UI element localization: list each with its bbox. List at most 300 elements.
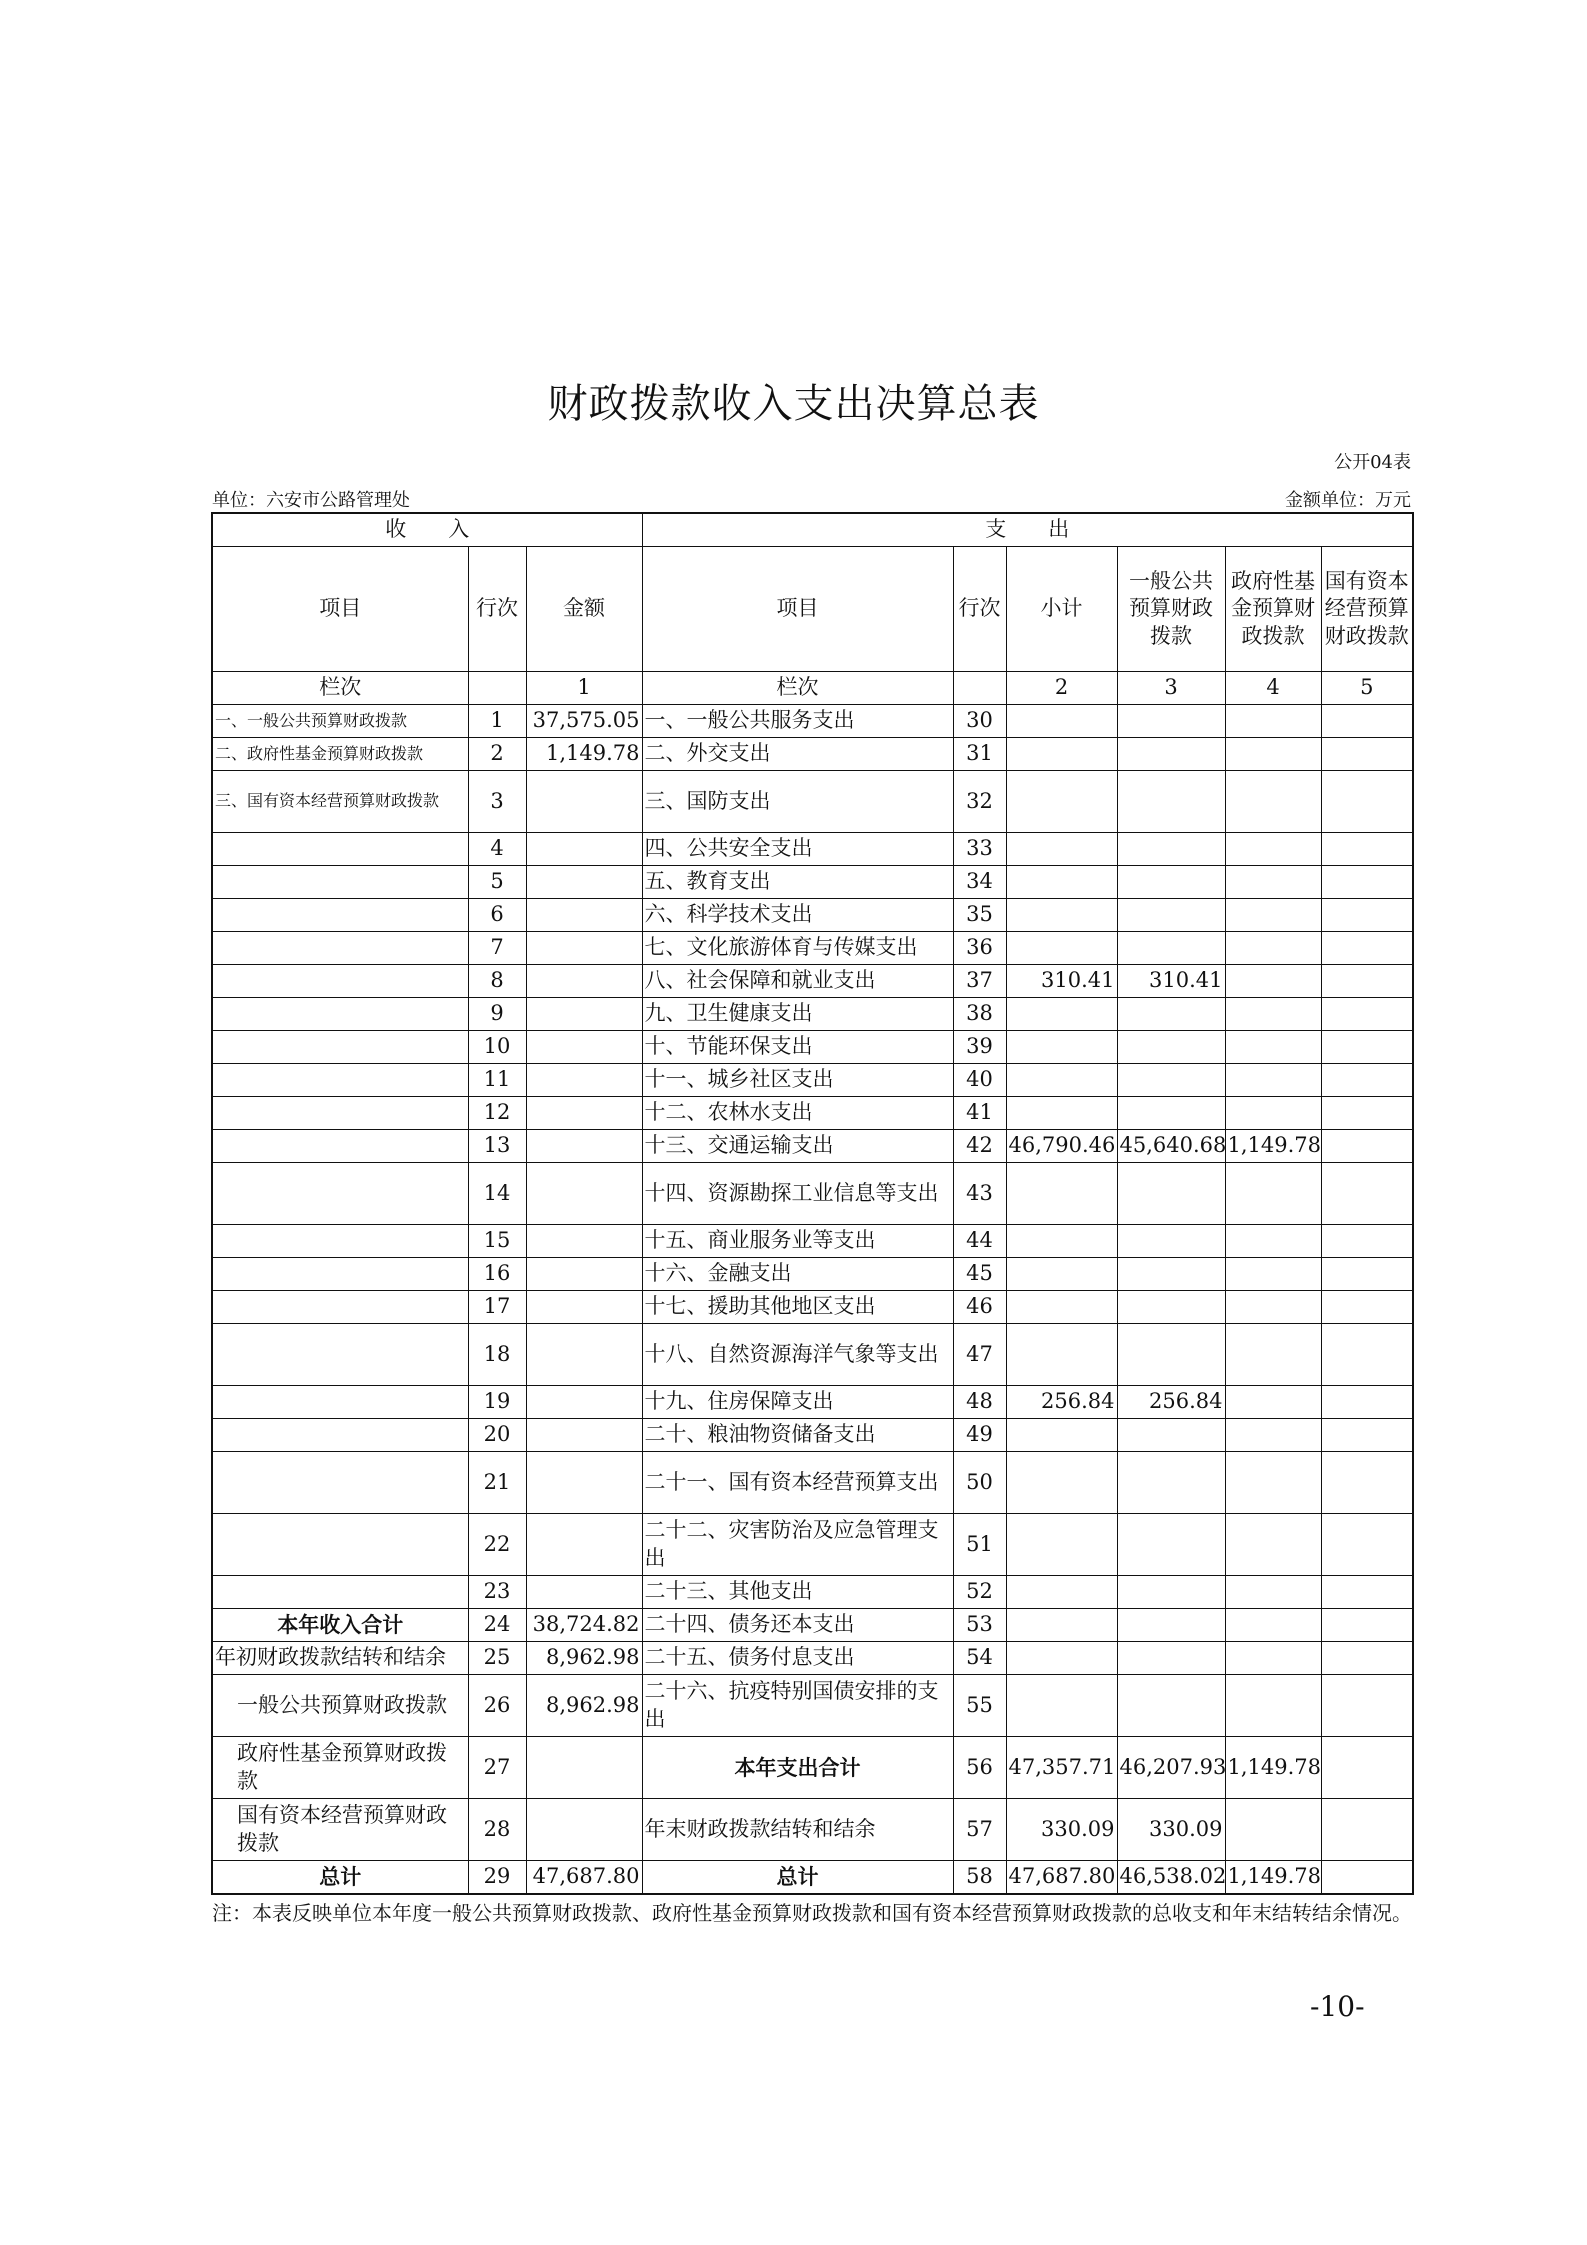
general-budget-amount	[1117, 771, 1225, 833]
income-section-header: 收 入	[212, 513, 642, 547]
col-number: 5	[1321, 672, 1413, 705]
expense-subtotal	[1006, 738, 1117, 771]
table-row	[212, 1642, 1413, 1675]
income-amount	[526, 1737, 642, 1799]
expense-line-no: 35	[953, 899, 1006, 932]
state-capital-amount	[1321, 1031, 1413, 1064]
fund-budget-amount	[1225, 738, 1321, 771]
expense-item: 十七、援助其他地区支出	[642, 1291, 953, 1324]
expense-line-no: 49	[953, 1419, 1006, 1452]
general-budget-amount	[1117, 1291, 1225, 1324]
income-amount	[526, 1576, 642, 1609]
general-budget-amount	[1117, 1642, 1225, 1675]
expense-item: 一、一般公共服务支出	[642, 705, 953, 738]
general-budget-amount	[1117, 1576, 1225, 1609]
expense-item: 二十三、其他支出	[642, 1576, 953, 1609]
income-amount	[526, 1130, 642, 1163]
state-capital-amount	[1321, 833, 1413, 866]
table-row	[212, 1324, 1413, 1386]
table-note: 注：本表反映单位本年度一般公共预算财政拨款、政府性基金预算财政拨款和国有资本经营预算财政拨款的总收支和年末结转结余情况。	[212, 1901, 1412, 1925]
expense-line-no: 34	[953, 866, 1006, 899]
fund-budget-amount	[1225, 1064, 1321, 1097]
expense-line-no: 41	[953, 1097, 1006, 1130]
expense-item: 三、国防支出	[642, 771, 953, 833]
general-budget-amount	[1117, 932, 1225, 965]
income-amount	[526, 1097, 642, 1130]
income-item	[212, 932, 468, 965]
general-budget-amount: 310.41	[1117, 965, 1225, 998]
expense-line-no: 46	[953, 1291, 1006, 1324]
column-header-row	[212, 547, 1413, 672]
col-header: 一般公共预算财政拨款	[1117, 547, 1225, 672]
expense-line-no: 52	[953, 1576, 1006, 1609]
expense-line-no: 33	[953, 833, 1006, 866]
expense-item: 四、公共安全支出	[642, 833, 953, 866]
income-amount: 1,149.78	[526, 738, 642, 771]
expense-item: 十八、自然资源海洋气象等支出	[642, 1324, 953, 1386]
page-title: 财政拨款收入支出决算总表	[547, 381, 1040, 427]
expense-item: 十一、城乡社区支出	[642, 1064, 953, 1097]
section-header-row	[212, 513, 1413, 547]
expense-item: 五、教育支出	[642, 866, 953, 899]
table-row	[212, 965, 1413, 998]
col-header: 小计	[1006, 547, 1117, 672]
expense-subtotal	[1006, 1419, 1117, 1452]
fund-budget-amount	[1225, 965, 1321, 998]
general-budget-amount: 46,538.02	[1117, 1861, 1225, 1895]
expense-subtotal: 47,357.71	[1006, 1737, 1117, 1799]
state-capital-amount	[1321, 771, 1413, 833]
expense-subtotal	[1006, 1642, 1117, 1675]
expense-subtotal	[1006, 1064, 1117, 1097]
col-number: 3	[1117, 672, 1225, 705]
state-capital-amount	[1321, 1642, 1413, 1675]
income-line-no: 17	[468, 1291, 526, 1324]
col-header: 金额	[526, 547, 642, 672]
state-capital-amount	[1321, 1419, 1413, 1452]
income-item	[212, 1163, 468, 1225]
income-item	[212, 998, 468, 1031]
expense-item: 六、科学技术支出	[642, 899, 953, 932]
general-budget-amount	[1117, 1609, 1225, 1642]
expense-subtotal	[1006, 771, 1117, 833]
income-item: 年初财政拨款结转和结余	[212, 1642, 468, 1675]
general-budget-amount: 256.84	[1117, 1386, 1225, 1419]
expense-line-no: 32	[953, 771, 1006, 833]
income-item: 一般公共预算财政拨款	[212, 1675, 468, 1737]
income-item	[212, 965, 468, 998]
expense-subtotal	[1006, 833, 1117, 866]
income-line-no: 14	[468, 1163, 526, 1225]
expense-subtotal	[1006, 1258, 1117, 1291]
fund-budget-amount	[1225, 833, 1321, 866]
expense-item: 二十一、国有资本经营预算支出	[642, 1452, 953, 1514]
fund-budget-amount	[1225, 1258, 1321, 1291]
table-row	[212, 1514, 1413, 1576]
income-item	[212, 1514, 468, 1576]
income-line-no: 3	[468, 771, 526, 833]
amount-unit-label: 金额单位：万元	[1285, 490, 1411, 511]
expense-item: 十二、农林水支出	[642, 1097, 953, 1130]
general-budget-amount: 330.09	[1117, 1799, 1225, 1861]
state-capital-amount	[1321, 899, 1413, 932]
income-line-no: 1	[468, 705, 526, 738]
lanci-label: 栏次	[642, 672, 953, 705]
income-line-no: 9	[468, 998, 526, 1031]
col-number: 2	[1006, 672, 1117, 705]
income-amount	[526, 1514, 642, 1576]
state-capital-amount	[1321, 1737, 1413, 1799]
table-row	[212, 932, 1413, 965]
column-number-row	[212, 672, 1413, 705]
general-budget-amount	[1117, 1452, 1225, 1514]
expense-line-no: 56	[953, 1737, 1006, 1799]
fund-budget-amount	[1225, 998, 1321, 1031]
table-row	[212, 866, 1413, 899]
table-row	[212, 1064, 1413, 1097]
income-line-no: 15	[468, 1225, 526, 1258]
income-line-no: 18	[468, 1324, 526, 1386]
fund-budget-amount	[1225, 1799, 1321, 1861]
income-item	[212, 1419, 468, 1452]
expense-line-no: 37	[953, 965, 1006, 998]
fund-budget-amount	[1225, 1163, 1321, 1225]
expense-item: 总计	[642, 1861, 953, 1895]
general-budget-amount: 45,640.68	[1117, 1130, 1225, 1163]
expense-subtotal	[1006, 1514, 1117, 1576]
table-row	[212, 1609, 1413, 1642]
fund-budget-amount	[1225, 1452, 1321, 1514]
income-item: 本年收入合计	[212, 1609, 468, 1642]
expense-item: 九、卫生健康支出	[642, 998, 953, 1031]
expense-item: 二十、粮油物资储备支出	[642, 1419, 953, 1452]
fund-budget-amount	[1225, 1031, 1321, 1064]
col-header: 行次	[468, 547, 526, 672]
form-number: 公开04表	[1334, 452, 1411, 473]
expense-item: 二十四、债务还本支出	[642, 1609, 953, 1642]
state-capital-amount	[1321, 1324, 1413, 1386]
expense-line-no: 48	[953, 1386, 1006, 1419]
table-row	[212, 1097, 1413, 1130]
income-amount	[526, 1324, 642, 1386]
general-budget-amount	[1117, 1225, 1225, 1258]
expense-subtotal: 330.09	[1006, 1799, 1117, 1861]
state-capital-amount	[1321, 1064, 1413, 1097]
table-row	[212, 833, 1413, 866]
expense-section-header: 支 出	[642, 513, 1413, 547]
expense-item: 二十六、抗疫特别国债安排的支出	[642, 1675, 953, 1737]
table-row	[212, 1737, 1413, 1799]
fund-budget-amount: 1,149.78	[1225, 1130, 1321, 1163]
col-number: 1	[526, 672, 642, 705]
income-line-no: 25	[468, 1642, 526, 1675]
income-amount: 8,962.98	[526, 1642, 642, 1675]
income-amount: 37,575.05	[526, 705, 642, 738]
income-amount	[526, 1799, 642, 1861]
expense-item: 十、节能环保支出	[642, 1031, 953, 1064]
income-amount: 38,724.82	[526, 1609, 642, 1642]
fund-budget-amount	[1225, 1514, 1321, 1576]
table-row	[212, 1291, 1413, 1324]
income-line-no: 27	[468, 1737, 526, 1799]
expense-subtotal	[1006, 932, 1117, 965]
col-header: 政府性基金预算财政拨款	[1225, 547, 1321, 672]
income-item: 三、国有资本经营预算财政拨款	[212, 771, 468, 833]
expense-subtotal	[1006, 866, 1117, 899]
income-item: 二、政府性基金预算财政拨款	[212, 738, 468, 771]
income-line-no: 10	[468, 1031, 526, 1064]
state-capital-amount	[1321, 998, 1413, 1031]
income-item: 国有资本经营预算财政拨款	[212, 1799, 468, 1861]
fund-budget-amount	[1225, 1419, 1321, 1452]
table-row	[212, 771, 1413, 833]
income-line-no: 12	[468, 1097, 526, 1130]
state-capital-amount	[1321, 1258, 1413, 1291]
expense-item: 二十五、债务付息支出	[642, 1642, 953, 1675]
income-item: 一、一般公共预算财政拨款	[212, 705, 468, 738]
lanci-label: 栏次	[212, 672, 468, 705]
expense-line-no: 51	[953, 1514, 1006, 1576]
expense-line-no: 43	[953, 1163, 1006, 1225]
expense-line-no: 42	[953, 1130, 1006, 1163]
general-budget-amount	[1117, 866, 1225, 899]
income-item	[212, 1324, 468, 1386]
expense-line-no: 54	[953, 1642, 1006, 1675]
expense-item: 二十二、灾害防治及应急管理支出	[642, 1514, 953, 1576]
table-row	[212, 1386, 1413, 1419]
general-budget-amount	[1117, 833, 1225, 866]
income-line-no: 26	[468, 1675, 526, 1737]
col-header: 国有资本经营预算财政拨款	[1321, 547, 1413, 672]
state-capital-amount	[1321, 1386, 1413, 1419]
general-budget-amount	[1117, 899, 1225, 932]
income-item	[212, 866, 468, 899]
general-budget-amount	[1117, 1324, 1225, 1386]
expense-subtotal	[1006, 998, 1117, 1031]
expense-subtotal	[1006, 1097, 1117, 1130]
fund-budget-amount: 1,149.78	[1225, 1861, 1321, 1895]
state-capital-amount	[1321, 1514, 1413, 1576]
income-item: 总计	[212, 1861, 468, 1895]
income-line-no: 7	[468, 932, 526, 965]
state-capital-amount	[1321, 705, 1413, 738]
income-line-no: 29	[468, 1861, 526, 1895]
expense-item: 本年支出合计	[642, 1737, 953, 1799]
expense-line-no: 50	[953, 1452, 1006, 1514]
table-row	[212, 1576, 1413, 1609]
expense-item: 七、文化旅游体育与传媒支出	[642, 932, 953, 965]
fund-budget-amount	[1225, 1291, 1321, 1324]
expense-subtotal	[1006, 1031, 1117, 1064]
expense-subtotal	[1006, 1324, 1117, 1386]
expense-subtotal	[1006, 1675, 1117, 1737]
general-budget-amount	[1117, 738, 1225, 771]
fund-budget-amount	[1225, 1609, 1321, 1642]
state-capital-amount	[1321, 1861, 1413, 1895]
income-item	[212, 833, 468, 866]
fund-budget-amount	[1225, 1097, 1321, 1130]
income-line-no: 11	[468, 1064, 526, 1097]
expense-line-no: 36	[953, 932, 1006, 965]
income-item	[212, 1386, 468, 1419]
general-budget-amount	[1117, 1258, 1225, 1291]
income-line-no: 5	[468, 866, 526, 899]
expense-item: 年末财政拨款结转和结余	[642, 1799, 953, 1861]
fund-budget-amount	[1225, 1675, 1321, 1737]
income-amount	[526, 1163, 642, 1225]
state-capital-amount	[1321, 738, 1413, 771]
income-amount	[526, 771, 642, 833]
state-capital-amount	[1321, 1675, 1413, 1737]
general-budget-amount	[1117, 705, 1225, 738]
income-amount	[526, 899, 642, 932]
income-line-no: 21	[468, 1452, 526, 1514]
expense-subtotal	[1006, 1291, 1117, 1324]
general-budget-amount	[1117, 1419, 1225, 1452]
income-amount	[526, 1258, 642, 1291]
table-row	[212, 1799, 1413, 1861]
expense-subtotal	[1006, 705, 1117, 738]
expense-subtotal	[1006, 1576, 1117, 1609]
page-number: -10-	[1310, 1990, 1365, 2023]
table-row	[212, 1163, 1413, 1225]
income-amount	[526, 1031, 642, 1064]
expense-line-no: 58	[953, 1861, 1006, 1895]
expense-item: 十四、资源勘探工业信息等支出	[642, 1163, 953, 1225]
expense-line-no: 38	[953, 998, 1006, 1031]
expense-item: 十九、住房保障支出	[642, 1386, 953, 1419]
col-header: 项目	[642, 547, 953, 672]
income-amount	[526, 932, 642, 965]
table-row	[212, 1419, 1413, 1452]
fund-budget-amount	[1225, 1386, 1321, 1419]
general-budget-amount	[1117, 1163, 1225, 1225]
table-row	[212, 1225, 1413, 1258]
fund-budget-amount	[1225, 866, 1321, 899]
expense-line-no: 55	[953, 1675, 1006, 1737]
income-item	[212, 1031, 468, 1064]
general-budget-amount: 46,207.93	[1117, 1737, 1225, 1799]
general-budget-amount	[1117, 1064, 1225, 1097]
table-row	[212, 998, 1413, 1031]
table-row	[212, 899, 1413, 932]
table-row	[212, 1258, 1413, 1291]
expense-line-no: 45	[953, 1258, 1006, 1291]
col-header: 项目	[212, 547, 468, 672]
fund-budget-amount	[1225, 1324, 1321, 1386]
income-line-no: 19	[468, 1386, 526, 1419]
income-amount	[526, 1064, 642, 1097]
expense-line-no: 57	[953, 1799, 1006, 1861]
table-row	[212, 738, 1413, 771]
income-item	[212, 1576, 468, 1609]
income-item: 政府性基金预算财政拨款	[212, 1737, 468, 1799]
general-budget-amount	[1117, 998, 1225, 1031]
expense-item: 二、外交支出	[642, 738, 953, 771]
state-capital-amount	[1321, 1576, 1413, 1609]
general-budget-amount	[1117, 1514, 1225, 1576]
general-budget-amount	[1117, 1675, 1225, 1737]
state-capital-amount	[1321, 1130, 1413, 1163]
income-amount: 8,962.98	[526, 1675, 642, 1737]
expense-subtotal	[1006, 1163, 1117, 1225]
income-line-no: 8	[468, 965, 526, 998]
expense-line-no: 31	[953, 738, 1006, 771]
expense-subtotal	[1006, 1609, 1117, 1642]
income-item	[212, 1097, 468, 1130]
income-amount	[526, 965, 642, 998]
col-number: 4	[1225, 672, 1321, 705]
expense-line-no: 40	[953, 1064, 1006, 1097]
expense-line-no: 30	[953, 705, 1006, 738]
income-item	[212, 1291, 468, 1324]
income-amount	[526, 1291, 642, 1324]
state-capital-amount	[1321, 1097, 1413, 1130]
income-item	[212, 1130, 468, 1163]
table-row	[212, 1031, 1413, 1064]
col-header: 行次	[953, 547, 1006, 672]
income-item	[212, 1452, 468, 1514]
income-line-no: 23	[468, 1576, 526, 1609]
income-item	[212, 899, 468, 932]
income-line-no: 6	[468, 899, 526, 932]
state-capital-amount	[1321, 932, 1413, 965]
income-line-no: 28	[468, 1799, 526, 1861]
state-capital-amount	[1321, 1609, 1413, 1642]
expense-item: 八、社会保障和就业支出	[642, 965, 953, 998]
table-row	[212, 1861, 1413, 1895]
state-capital-amount	[1321, 1225, 1413, 1258]
expense-line-no: 39	[953, 1031, 1006, 1064]
expense-subtotal	[1006, 1225, 1117, 1258]
table-row	[212, 1130, 1413, 1163]
table-row	[212, 1452, 1413, 1514]
income-item	[212, 1258, 468, 1291]
state-capital-amount	[1321, 1799, 1413, 1861]
income-amount	[526, 1452, 642, 1514]
income-amount	[526, 1225, 642, 1258]
fund-budget-amount	[1225, 1225, 1321, 1258]
table-row	[212, 705, 1413, 738]
income-line-no: 24	[468, 1609, 526, 1642]
income-line-no: 4	[468, 833, 526, 866]
expense-subtotal: 310.41	[1006, 965, 1117, 998]
income-line-no: 2	[468, 738, 526, 771]
expense-subtotal	[1006, 1452, 1117, 1514]
state-capital-amount	[1321, 1163, 1413, 1225]
expense-item: 十六、金融支出	[642, 1258, 953, 1291]
income-amount	[526, 866, 642, 899]
expense-item: 十三、交通运输支出	[642, 1130, 953, 1163]
fund-budget-amount	[1225, 932, 1321, 965]
expense-line-no: 47	[953, 1324, 1006, 1386]
expense-subtotal: 256.84	[1006, 1386, 1117, 1419]
fund-budget-amount	[1225, 771, 1321, 833]
budget-table	[211, 512, 1414, 1895]
income-amount	[526, 1386, 642, 1419]
fund-budget-amount: 1,149.78	[1225, 1737, 1321, 1799]
expense-line-no: 44	[953, 1225, 1006, 1258]
income-amount	[526, 833, 642, 866]
income-line-no: 16	[468, 1258, 526, 1291]
fund-budget-amount	[1225, 705, 1321, 738]
income-line-no: 13	[468, 1130, 526, 1163]
income-line-no: 22	[468, 1514, 526, 1576]
fund-budget-amount	[1225, 899, 1321, 932]
expense-subtotal	[1006, 899, 1117, 932]
income-line-no: 20	[468, 1419, 526, 1452]
general-budget-amount	[1117, 1031, 1225, 1064]
